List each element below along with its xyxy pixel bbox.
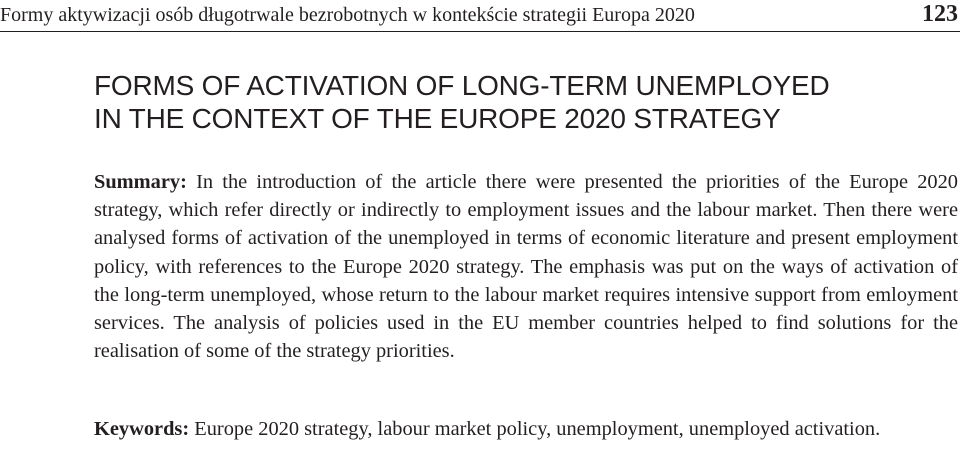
running-head [0,2,960,32]
keywords-text: Europe 2020 strategy, labour market policy, unemployment, unemployed activation. [194,418,881,440]
keywords-label: Keywords: [94,418,190,440]
page-number: 123 [922,1,958,27]
summary-text: In the introduction of the article there were presented the priorities of the Europe 2020 strategy, which refer directly or indirectly to employment issues and the labour market. Then there were analysed forms of activation of the unemployed in terms of economic literature and present employment policy, with references to the Europe 2020 strategy. The emphasis was put on the ways of activation of the long-term unemployed, whose return to the labour market requires intensive support from emloyment services. The analysis of policies used in the EU member countries helped to find solutions for the realisation of some of the strategy priorities. [94,171,958,363]
article-title [94,69,954,135]
summary-label: Summary: [94,171,187,193]
keywords-paragraph [94,416,958,443]
article-title-line-2: IN THE CONTEXT OF THE EUROPE 2020 STRATEGY [94,103,781,134]
running-head-title: Formy aktywizacji osób długotrwale bezrobotnych w kontekście strategii Europa 2020 [0,4,695,26]
article-title-line-1: FORMS OF ACTIVATION OF LONG-TERM UNEMPLOYED [94,70,830,101]
summary-paragraph [94,168,958,365]
header-rule [0,31,960,32]
